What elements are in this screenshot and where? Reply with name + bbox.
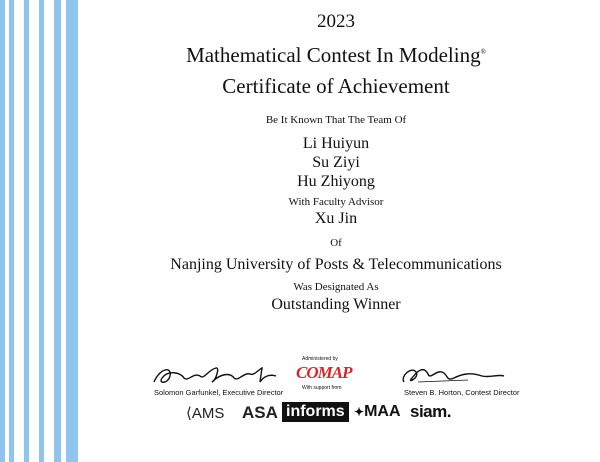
- designation: Outstanding Winner: [271, 296, 401, 313]
- team-member: Su Ziyi: [312, 154, 360, 171]
- contest-title: [115, 43, 557, 68]
- comap-logo: [294, 356, 352, 396]
- of-label: Of: [330, 237, 342, 249]
- advisor-label: With Faculty Advisor: [288, 196, 384, 208]
- right-signature-caption: Steven B. Horton, Contest Director: [404, 388, 520, 397]
- team-member: Li Huiyun: [302, 135, 370, 152]
- signature-horton: [398, 362, 508, 390]
- signature-garfunkel: [150, 360, 280, 390]
- certificate-title: Certificate of Achievement: [222, 74, 450, 98]
- left-signature-caption: Solomon Garfunkel, Executive Director: [154, 388, 284, 397]
- decorative-stripes: [0, 0, 100, 462]
- certificate-year: 2023: [317, 11, 355, 32]
- informs-text: informs: [282, 402, 349, 422]
- registered-mark: ®: [480, 48, 486, 56]
- administered-by-text: Administered by: [302, 356, 338, 362]
- designated-label: Was Designated As: [293, 281, 379, 293]
- ams-logo: ⟨AMS: [186, 405, 225, 422]
- stripe: [39, 0, 44, 462]
- advisor-name: Xu Jin: [314, 210, 358, 227]
- stripe: [9, 0, 14, 462]
- asa-logo: ASA: [242, 403, 278, 422]
- comap-wordmark: COMAP: [296, 363, 352, 382]
- stripe: [66, 0, 78, 462]
- be-it-known-text: Be It Known That The Team Of: [265, 114, 407, 126]
- institution-name: Nanjing University of Posts & Telecommunications: [170, 256, 502, 273]
- team-member: Hu Zhiyong: [297, 173, 375, 190]
- with-support-text: With support from: [302, 385, 342, 391]
- maa-logo: ✦MAA: [354, 403, 401, 420]
- stripe: [54, 0, 61, 462]
- ams-text: AMS: [191, 405, 225, 422]
- maa-text: MAA: [364, 403, 401, 420]
- informs-logo: [282, 402, 349, 422]
- stripe: [24, 0, 29, 462]
- stripe: [0, 0, 5, 462]
- siam-logo: siam.: [410, 402, 451, 421]
- contest-name: Mathematical Contest In Modeling: [186, 43, 481, 67]
